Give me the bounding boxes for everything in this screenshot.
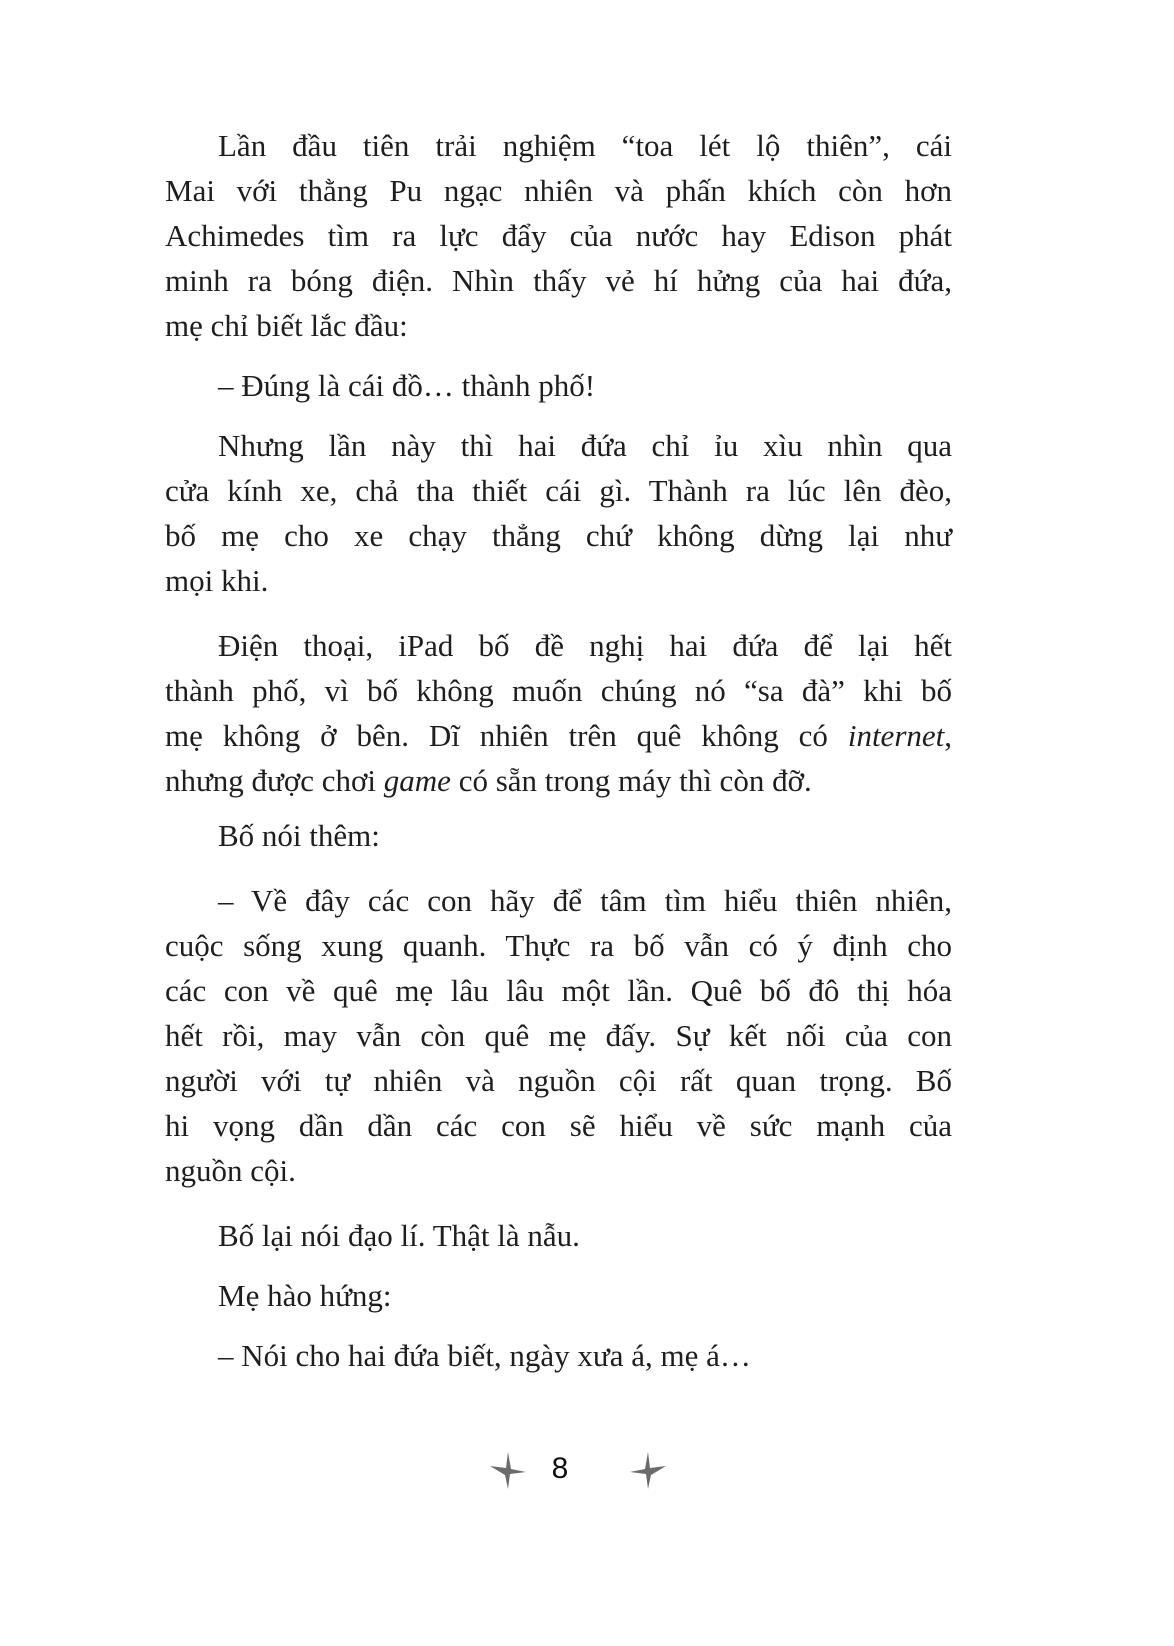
star-icon bbox=[628, 1450, 668, 1490]
text-segment: có sẵn trong máy thì còn đỡ. bbox=[450, 763, 812, 798]
text-segment: hết rồi, may vẫn còn quê mẹ đấy. Sự kết nối của con bbox=[165, 1018, 952, 1053]
text-line bbox=[165, 123, 952, 168]
text-line bbox=[165, 1058, 952, 1103]
paragraph bbox=[165, 423, 952, 603]
text-line bbox=[165, 1013, 952, 1058]
text-line bbox=[165, 813, 952, 858]
text-segment: mẹ chỉ biết lắc đầu: bbox=[165, 308, 408, 343]
text-line bbox=[165, 468, 952, 513]
text-line bbox=[165, 878, 952, 923]
paragraph bbox=[165, 878, 952, 1193]
text-segment: cuộc sống xung quanh. Thực ra bố vẫn có ý định cho bbox=[165, 928, 952, 963]
page-number: 8 bbox=[551, 1452, 569, 1485]
paragraph bbox=[165, 1273, 952, 1318]
text-line bbox=[165, 558, 952, 603]
text-segment: mọi khi. bbox=[165, 563, 269, 598]
paragraph bbox=[165, 623, 952, 803]
paragraph bbox=[165, 1333, 952, 1378]
italic-text: game bbox=[383, 763, 451, 798]
star-icon bbox=[488, 1450, 528, 1490]
text-line bbox=[165, 1148, 952, 1193]
text-line bbox=[165, 363, 952, 408]
text-segment: bố mẹ cho xe chạy thẳng chứ không dừng lại như bbox=[165, 518, 952, 553]
text-segment: Lần đầu tiên trải nghiệm “toa lét lộ thiên”, cái bbox=[218, 128, 952, 163]
text-line bbox=[165, 1273, 952, 1318]
page-footer bbox=[0, 1450, 1174, 1510]
text-line bbox=[165, 1213, 952, 1258]
paragraph bbox=[165, 813, 952, 858]
text-segment: Bố lại nói đạo lí. Thật là nẫu. bbox=[218, 1218, 580, 1253]
text-line bbox=[165, 423, 952, 468]
text-segment: người với tự nhiên và nguồn cội rất quan trọng. Bố bbox=[165, 1063, 952, 1098]
text-line bbox=[165, 668, 952, 713]
text-line bbox=[165, 1333, 952, 1378]
text-segment: nguồn cội. bbox=[165, 1153, 296, 1188]
text-segment: mẹ không ở bên. Dĩ nhiên trên quê không có bbox=[165, 718, 848, 753]
text-segment: các con về quê mẹ lâu lâu một lần. Quê bố đô thị hóa bbox=[165, 973, 952, 1008]
text-line bbox=[165, 1103, 952, 1148]
italic-text: internet bbox=[847, 718, 945, 753]
text-segment: Nhưng lần này thì hai đứa chỉ ỉu xìu nhìn qua bbox=[218, 428, 952, 463]
text-line bbox=[165, 623, 952, 668]
text-segment: nhưng được chơi bbox=[165, 763, 384, 798]
text-line bbox=[165, 168, 952, 213]
text-segment: , bbox=[944, 718, 952, 753]
text-segment: thành phố, vì bố không muốn chúng nó “sa đà” khi bố bbox=[165, 673, 952, 708]
text-segment: Mai với thằng Pu ngạc nhiên và phấn khích còn hơn bbox=[165, 173, 952, 208]
text-segment: cửa kính xe, chả tha thiết cái gì. Thành ra lúc lên đèo, bbox=[165, 473, 952, 508]
paragraph bbox=[165, 1213, 952, 1258]
paragraph bbox=[165, 363, 952, 408]
paragraph bbox=[165, 123, 952, 348]
text-line bbox=[165, 303, 952, 348]
text-line bbox=[165, 968, 952, 1013]
text-line bbox=[165, 258, 952, 303]
text-line bbox=[165, 758, 952, 803]
text-segment: hi vọng dần dần các con sẽ hiểu về sức mạnh của bbox=[165, 1108, 952, 1143]
text-line bbox=[165, 923, 952, 968]
text-segment: Mẹ hào hứng: bbox=[218, 1278, 392, 1313]
text-segment: Bố nói thêm: bbox=[218, 818, 380, 853]
text-line bbox=[165, 213, 952, 258]
text-line bbox=[165, 713, 952, 758]
text-line bbox=[165, 513, 952, 558]
text-segment: – Đúng là cái đồ… thành phố! bbox=[218, 368, 596, 403]
text-segment: – Về đây các con hãy để tâm tìm hiểu thiên nhiên, bbox=[218, 883, 952, 918]
text-segment: minh ra bóng điện. Nhìn thấy vẻ hí hửng của hai đứa, bbox=[165, 263, 952, 298]
text-segment: Achimedes tìm ra lực đẩy của nước hay Edison phát bbox=[165, 218, 952, 253]
text-segment: Điện thoại, iPad bố đề nghị hai đứa để lại hết bbox=[218, 628, 952, 663]
text-segment: – Nói cho hai đứa biết, ngày xưa á, mẹ á… bbox=[218, 1338, 751, 1373]
